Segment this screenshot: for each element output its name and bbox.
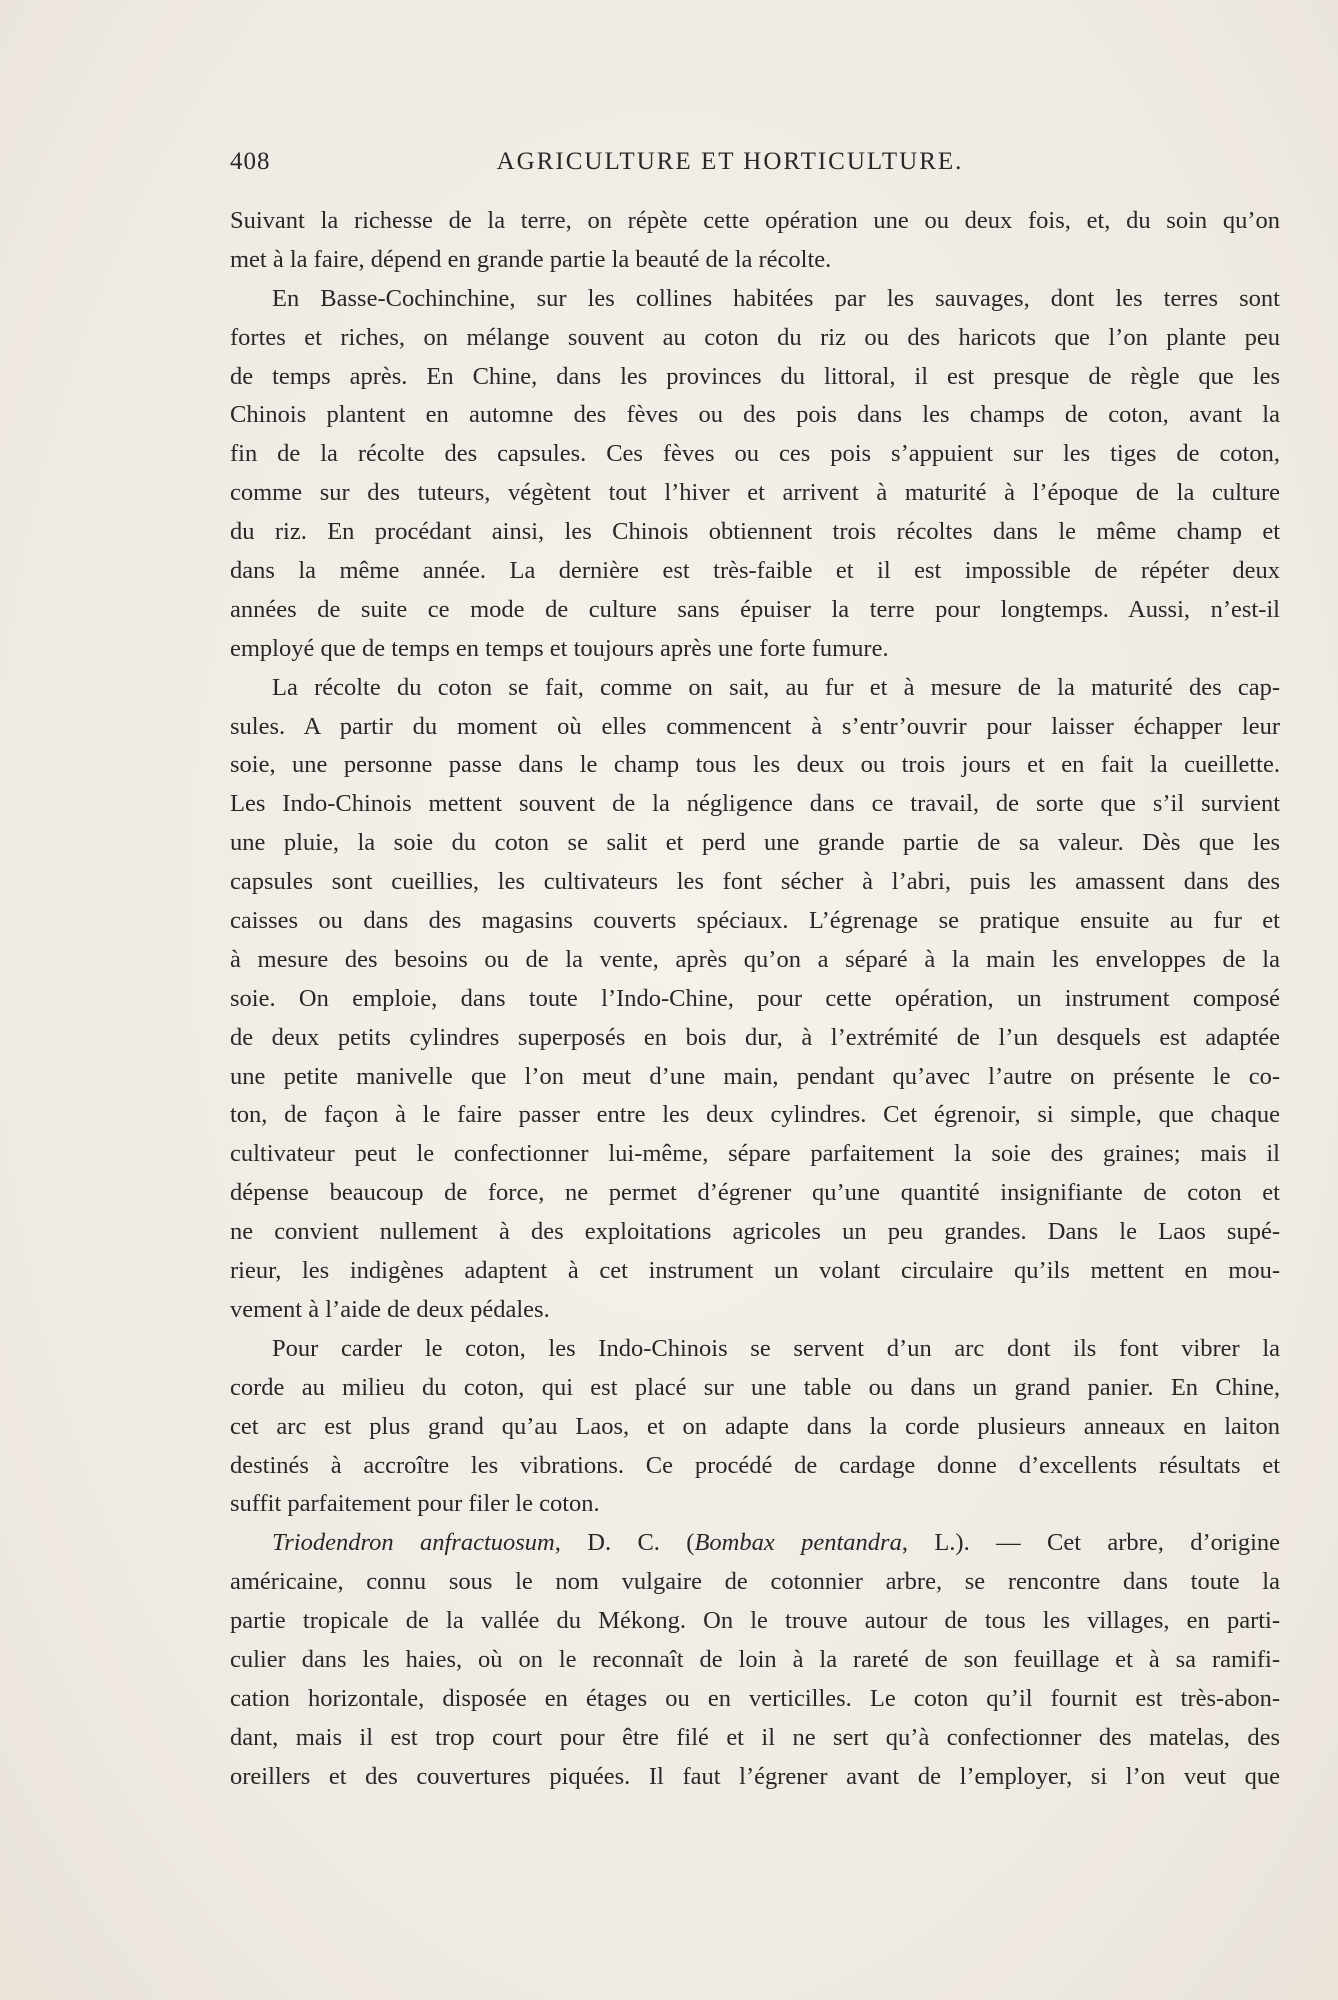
text-line: cation horizontale, disposée en étages ou en verticilles. Le coton qu’il fournit est très-abon-	[230, 1684, 1280, 1712]
text-line: partie tropicale de la vallée du Mékong. On le trouve autour de tous les villages, en parti-	[230, 1607, 1280, 1635]
text-line: de deux petits cylindres superposés en bois dur, à l’extrémité de l’un desquels est adaptée	[230, 1023, 1280, 1051]
text-line: caisses ou dans des magasins couverts spéciaux. L’égrenage se pratique ensuite au fur et	[230, 907, 1280, 935]
text-line: de temps après. En Chine, dans les provinces du littoral, il est presque de règle que les	[230, 362, 1280, 390]
text-line: vement à l’aide de deux pédales.	[230, 1295, 550, 1323]
text-line: ton, de façon à le faire passer entre les deux cylindres. Cet égrenoir, si simple, que chaque	[230, 1101, 1280, 1129]
text-line: met à la faire, dépend en grande partie la beauté de la récolte.	[230, 245, 832, 273]
text-line: comme sur des tuteurs, végètent tout l’hiver et arrivent à maturité à l’époque de la culture	[230, 479, 1280, 507]
text-line: corde au milieu du coton, qui est placé sur une table ou dans un grand panier. En Chine,	[230, 1373, 1280, 1401]
text-line: Chinois plantent en automne des fèves ou des pois dans les champs de coton, avant la	[230, 401, 1280, 429]
text-line: employé que de temps en temps et toujours après une forte fumure.	[230, 634, 889, 662]
running-title: AGRICULTURE ET HORTICULTURE.	[496, 148, 964, 175]
text-line: soie. On emploie, dans toute l’Indo-Chine, pour cette opération, un instrument composé	[230, 984, 1280, 1012]
text-line: oreillers et des couvertures piquées. Il faut l’égrener avant de l’employer, si l’on veut que	[230, 1762, 1280, 1790]
text-line: dans la même année. La dernière est très-faible et il est impossible de répéter deux	[230, 557, 1280, 585]
text-line: cet arc est plus grand qu’au Laos, et on adapte dans la corde plusieurs anneaux en laiton	[230, 1412, 1280, 1440]
text-line: La récolte du coton se fait, comme on sait, au fur et à mesure de la maturité des cap-	[272, 673, 1280, 701]
text-line: une pluie, la soie du coton se salit et perd une grande partie de sa valeur. Dès que les	[230, 829, 1280, 857]
text-line: En Basse-Cochinchine, sur les collines habitées par les sauvages, dont les terres sont	[272, 284, 1280, 312]
text-line: rieur, les indigènes adaptent à cet instrument un volant circulaire qu’ils mettent en mou-	[230, 1257, 1280, 1285]
text-line: fin de la récolte des capsules. Ces fèves ou ces pois s’appuient sur les tiges de coton,	[230, 440, 1280, 468]
text-line: culier dans les haies, où on le reconnaît de loin à la rareté de son feuillage et à sa ramifi-	[230, 1645, 1280, 1673]
text-line: ne convient nullement à des exploitations agricoles un peu grandes. Dans le Laos supé-	[230, 1218, 1280, 1246]
species-heading-line	[230, 1524, 1280, 1563]
species-name: Triodendron anfractuosum	[272, 1529, 555, 1557]
text-line: Suivant la richesse de la terre, on répète cette opération une ou deux fois, et, du soin qu’on	[230, 207, 1280, 234]
text-line: années de suite ce mode de culture sans épuiser la terre pour longtemps. Aussi, n’est-il	[230, 595, 1280, 623]
body-text	[230, 202, 1280, 1797]
text-line: à mesure des besoins ou de la vente, après qu’on a séparé à la main les enveloppes de la	[230, 945, 1280, 973]
text-line: sules. A partir du moment où elles commencent à s’entr’ouvrir pour laisser échapper leur	[230, 712, 1280, 740]
species-author: , D. C. (	[554, 1529, 695, 1557]
running-header	[230, 148, 1280, 186]
species-line-rest: , L.). — Cet arbre, d’origine	[901, 1529, 1280, 1557]
text-line: soie, une personne passe dans le champ tous les deux ou trois jours et en fait la cueillette.	[230, 751, 1280, 779]
text-line: destinés à accroître les vibrations. Ce procédé de cardage donne d’excellents résultats et	[230, 1451, 1280, 1479]
text-line: du riz. En procédant ainsi, les Chinois obtiennent trois récoltes dans le même champ et	[230, 518, 1280, 546]
text-line: capsules sont cueillies, les cultivateurs les font sécher à l’abri, puis les amassent dans des	[230, 868, 1280, 896]
text-line: une petite manivelle que l’on meut d’une main, pendant qu’avec l’autre on présente le co-	[230, 1062, 1280, 1090]
text-line: américaine, connu sous le nom vulgaire de cotonnier arbre, se rencontre dans toute la	[230, 1568, 1280, 1596]
text-line: Les Indo-Chinois mettent souvent de la négligence dans ce travail, de sorte que s’il survient	[230, 790, 1280, 818]
text-line: dépense beaucoup de force, ne permet d’égrener qu’une quantité insignifiante de coton et	[230, 1179, 1280, 1207]
text-line: fortes et riches, on mélange souvent au coton du riz ou des haricots que l’on plante peu	[230, 323, 1280, 351]
text-line: suffit parfaitement pour filer le coton.	[230, 1490, 600, 1518]
text-line: cultivateur peut le confectionner lui-même, sépare parfaitement la soie des graines; mais il	[230, 1140, 1280, 1168]
text-line: Pour carder le coton, les Indo-Chinois se servent d’un arc dont ils font vibrer la	[272, 1334, 1280, 1362]
text-line: dant, mais il est trop court pour être filé et il ne sert qu’à confectionner des matelas, des	[230, 1723, 1280, 1751]
species-synonym: Bombax pentandra	[694, 1529, 902, 1557]
page-number: 408	[230, 148, 271, 175]
